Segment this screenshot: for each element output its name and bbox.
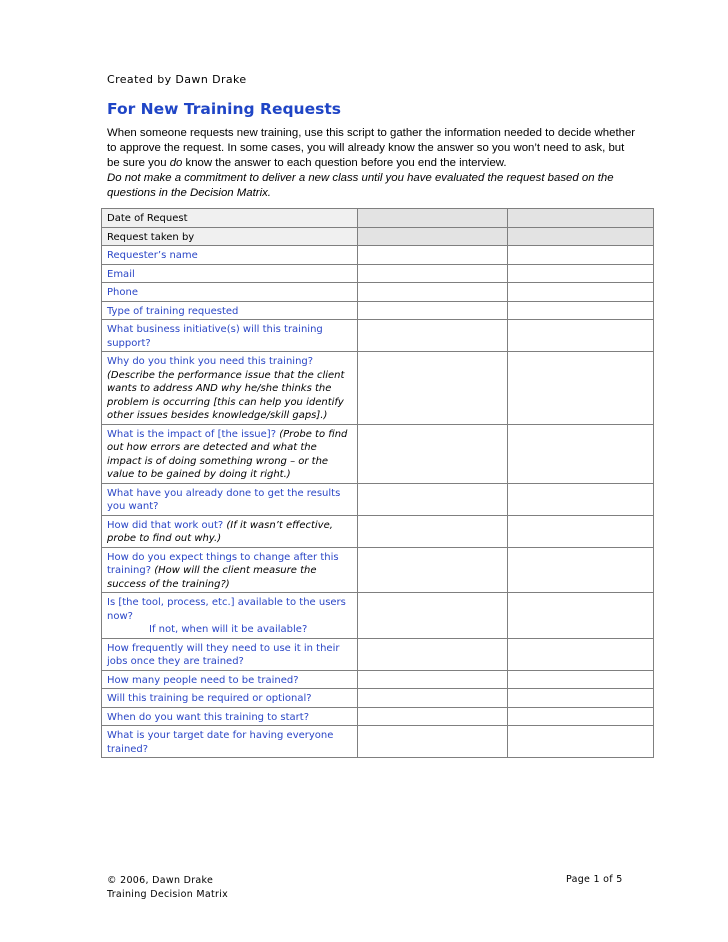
question-text: Date of Request [107,213,188,224]
table-row [102,320,654,352]
notes-cell[interactable] [508,726,654,758]
intro-text: When someone requests new training, use this script to gather the information needed to decide whether to approve the request. In some cases, you will already know the answer so you won’t need to ask, but be sure you [107,127,636,169]
table-row [102,638,654,670]
table-row [102,264,654,283]
table-row [102,593,654,639]
question-text: How do you expect things to change after this training? [107,551,339,576]
question-text: What is the impact of [the issue]? [107,428,277,440]
answer-cell[interactable] [357,209,508,228]
question-cell [102,246,358,265]
question-cell [102,301,358,320]
question-cell [102,483,358,515]
question-cell [102,227,358,246]
question-note: (Probe to find out how errors are detected and what the impact is of doing something wrong – or the value to be gained by doing it right.) [107,428,348,480]
question-cell [102,209,358,228]
question-note: (How will the client measure the success of the training?) [107,565,317,590]
notes-cell[interactable] [508,593,654,639]
question-cell [102,726,358,758]
answer-cell[interactable] [357,424,508,483]
table-row [102,670,654,689]
answer-cell[interactable] [357,593,508,639]
question-cell [102,547,358,593]
notes-cell[interactable] [508,246,654,265]
notes-cell[interactable] [508,638,654,670]
question-cell [102,707,358,726]
notes-cell[interactable] [508,209,654,228]
intro-paragraph [107,126,637,201]
table-row [102,424,654,483]
question-cell [102,320,358,352]
table-row [102,352,654,425]
table-row [102,301,654,320]
question-text: Type of training requested [107,305,239,317]
author-line: Created by Dawn Drake [107,73,247,86]
question-text: What have you already done to get the results you want? [107,487,341,512]
question-text: Phone [107,287,138,298]
footer-doc-name: Training Decision Matrix [107,889,229,900]
question-text: What business initiative(s) will this training support? [107,324,323,349]
footer-copyright: © 2006, Dawn Drake [107,875,214,886]
question-text: Will this training be required or optional? [107,693,312,704]
intro-warning: Do not make a commitment to deliver a new class until you have evaluated the request based on the questions in the Decision Matrix. [107,172,614,199]
table-row [102,707,654,726]
answer-cell[interactable] [357,638,508,670]
question-text: When do you want this training to start? [107,711,309,723]
question-text: Email [107,268,135,280]
answer-cell[interactable] [357,264,508,283]
answer-cell[interactable] [357,246,508,265]
table-row [102,483,654,515]
intro-emphasis: do [169,157,183,169]
answer-cell[interactable] [357,547,508,593]
question-followup: If not, when will it be available? [149,624,308,635]
notes-cell[interactable] [508,283,654,302]
answer-cell[interactable] [357,689,508,708]
answer-cell[interactable] [357,301,508,320]
question-cell [102,283,358,302]
question-text: How frequently will they need to use it in their jobs once they are trained? [107,642,340,667]
request-table [101,208,654,758]
notes-cell[interactable] [508,483,654,515]
notes-cell[interactable] [508,227,654,246]
footer-page-number: Page 1 of 5 [566,874,623,885]
question-cell [102,593,358,639]
question-text: How many people need to be trained? [107,674,299,686]
answer-cell[interactable] [357,670,508,689]
question-cell [102,352,358,425]
question-cell [102,424,358,483]
notes-cell[interactable] [508,264,654,283]
answer-cell[interactable] [357,483,508,515]
footer-left [107,874,228,902]
notes-cell[interactable] [508,670,654,689]
table-row [102,726,654,758]
notes-cell[interactable] [508,352,654,425]
notes-cell[interactable] [508,424,654,483]
question-text: What is your target date for having everyone trained? [107,730,334,755]
answer-cell[interactable] [357,352,508,425]
table-row [102,246,654,265]
answer-cell[interactable] [357,726,508,758]
notes-cell[interactable] [508,320,654,352]
table-row [102,515,654,547]
notes-cell[interactable] [508,689,654,708]
answer-cell[interactable] [357,515,508,547]
intro-text-tail: know the answer to each question before you end the interview. [182,157,507,169]
question-text: How did that work out? [107,519,224,531]
question-cell [102,638,358,670]
page-title: For New Training Requests [107,100,341,118]
notes-cell[interactable] [508,547,654,593]
answer-cell[interactable] [357,707,508,726]
notes-cell[interactable] [508,515,654,547]
notes-cell[interactable] [508,301,654,320]
table-row [102,209,654,228]
answer-cell[interactable] [357,283,508,302]
question-cell [102,264,358,283]
answer-cell[interactable] [357,227,508,246]
question-text: Why do you think you need this training? [107,356,314,367]
table-row [102,227,654,246]
question-cell [102,515,358,547]
table-row [102,689,654,708]
question-cell [102,670,358,689]
table-row [102,547,654,593]
question-text: Requester’s name [107,250,198,261]
table-row [102,283,654,302]
question-text: Is [the tool, process, etc.] available to the users now? [107,597,346,622]
answer-cell[interactable] [357,320,508,352]
question-cell [102,689,358,708]
question-note: (If it wasn’t effective, probe to find out why.) [107,519,333,544]
question-note: (Describe the performance issue that the client wants to address AND why he/she thinks the problem is occurring [this can help you identify other issues besides knowledge/skill gaps].) [107,369,345,421]
notes-cell[interactable] [508,707,654,726]
question-text: Request taken by [107,231,195,243]
